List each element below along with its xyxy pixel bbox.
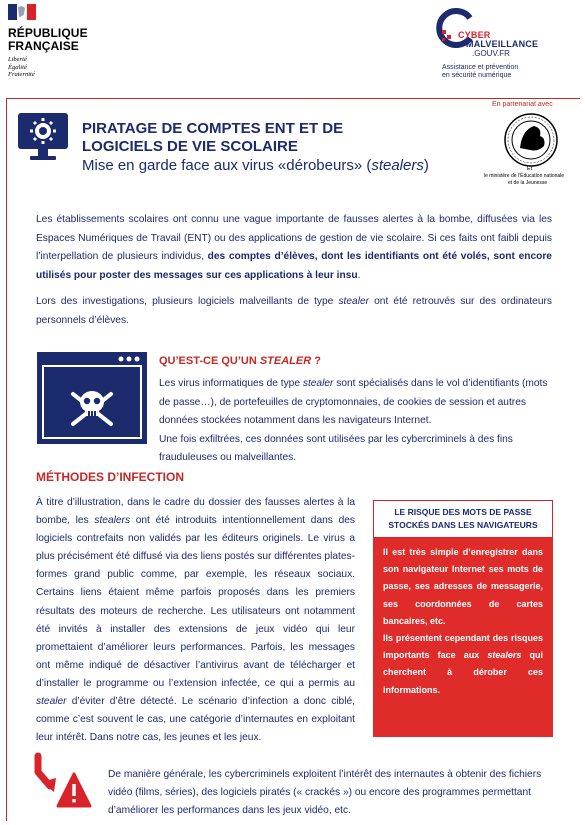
partner-ministry-2: et de la Jeunesse bbox=[508, 180, 548, 186]
marianne-icon bbox=[8, 4, 36, 20]
risk-callout-box bbox=[373, 500, 553, 737]
cm-line3: .GOUV.FR bbox=[472, 49, 510, 58]
methods-section-text: À titre d’illustration, dans le cadre du dossier des fausses alertes à la bombe, les stealers ont été introduits intentionnellement dans des logiciels contrefaits non validés par les éditeurs originels. Le virus a plus précisément été diffusé via des liens postés sur différentes plates-formes grand public comme, par exemple, les réseaux sociaux. Certains liens étaient même parfois proposés dans les premiers résultats des moteurs de recherche. Les utilisateurs ont notamment été invités à installer des extensions de jeux vidéo qui leur promettaient d’améliorer leurs performances. Parfois, les messages ont même indiqué de désactiver l’antivirus avant de télécharger et d’installer le programme ou l’extension infectée, ce qui a permis au stealer d’éviter d’être détecté. Le scénario d’infection a donc ciblé, comme c’est souvent le cas, une catégorie d’internautes en exploitant leur intérêt. Dans notre cas, les jeunes et les jeux. bbox=[36, 497, 356, 744]
partner-et: Et bbox=[527, 166, 533, 172]
rf-title: RÉPUBLIQUE FRANÇAISE bbox=[8, 26, 88, 53]
page-title: PIRATAGE DE COMPTES ENT ET DE LOGICIELS DE VIE SCOLAIRE bbox=[82, 120, 344, 155]
page-header bbox=[0, 0, 585, 96]
partner-ministry-1: le ministère de l’Éducation nationale bbox=[484, 173, 565, 179]
page-subtitle: Mise en garde face aux virus «dérobeurs» (stealers) bbox=[82, 157, 429, 174]
cm-tagline-2: en sécurité numérique bbox=[442, 72, 512, 79]
risk-callout-heading: LE RISQUE DES MOTS DE PASSE STOCKÉS DANS LES NAVIGATEURS bbox=[373, 500, 553, 538]
cm-line2: MALVEILLANCE bbox=[466, 39, 539, 49]
cm-line1: CYBER bbox=[458, 30, 491, 40]
rf-motto: Liberté Égalité Fraternité bbox=[8, 56, 35, 78]
bottom-note: De manière générale, les cybercriminels exploitent l’intérêt des internautes à obtenir des fichiers vidéo (films, séries), des logiciels piratés (« crackés ») ou encore des programmes permettant d’améliorer les performances dans les jeux vidéo, etc. bbox=[108, 769, 542, 817]
police-nationale-badge-icon bbox=[502, 112, 560, 168]
stealer-section-title: QU’EST-CE QU’UN STEALER ? bbox=[159, 355, 321, 367]
monitor-virus-icon bbox=[16, 111, 70, 163]
cm-tagline-1: Assistance et prévention bbox=[442, 64, 519, 71]
warning-arrow-icon bbox=[34, 752, 92, 812]
intro-paragraph-2: Lors des investigations, plusieurs logiciels malveillants de type stealer ont été retrouvés sur des ordinateurs personnels d’élèves. bbox=[36, 296, 552, 326]
republique-francaise-logo bbox=[8, 4, 98, 79]
methods-section-title: MÉTHODES D’INFECTION bbox=[36, 470, 185, 484]
browser-skull-icon bbox=[37, 352, 147, 444]
partner-label: En partenariat avec bbox=[492, 101, 553, 108]
cybermalveillance-logo bbox=[436, 8, 576, 88]
stealer-section-text: Les virus informatiques de type stealer sont spécialisés dans le vol d’identifiants (mots de passe…), de portefeuilles de cryptomonnaies, de cookies de session et autres données stockées notamment dans les navigateurs Internet. Une fois exfiltrées, ces données sont utilisées par les cybercriminels à des fins frauduleuses ou malveillantes. bbox=[159, 378, 548, 463]
risk-callout-body: Il est très simple d’enregistrer dans son navigateur Internet ses mots de passe, ses adresses de messagerie, ses coordonnées de cartes bancaires, etc. Ils présentent cependant des risques importants face aux stealers qui cherchent à dérober ces informations. bbox=[373, 538, 553, 737]
intro-paragraph-1: Les établissements scolaires ont connu une vague importante de fausses alertes à la bombe, diffusées via les Espaces Numériques de Travail (ENT) ou des applications de gestion de vie scolaire. Si ces faits ont faibli depuis l’interpellation de plusieurs individus, des comptes d’élèves, dont les identifiants ont été volés, sont encore utilisés pour poster des messages sur ces applications à leur insu. bbox=[36, 214, 552, 281]
